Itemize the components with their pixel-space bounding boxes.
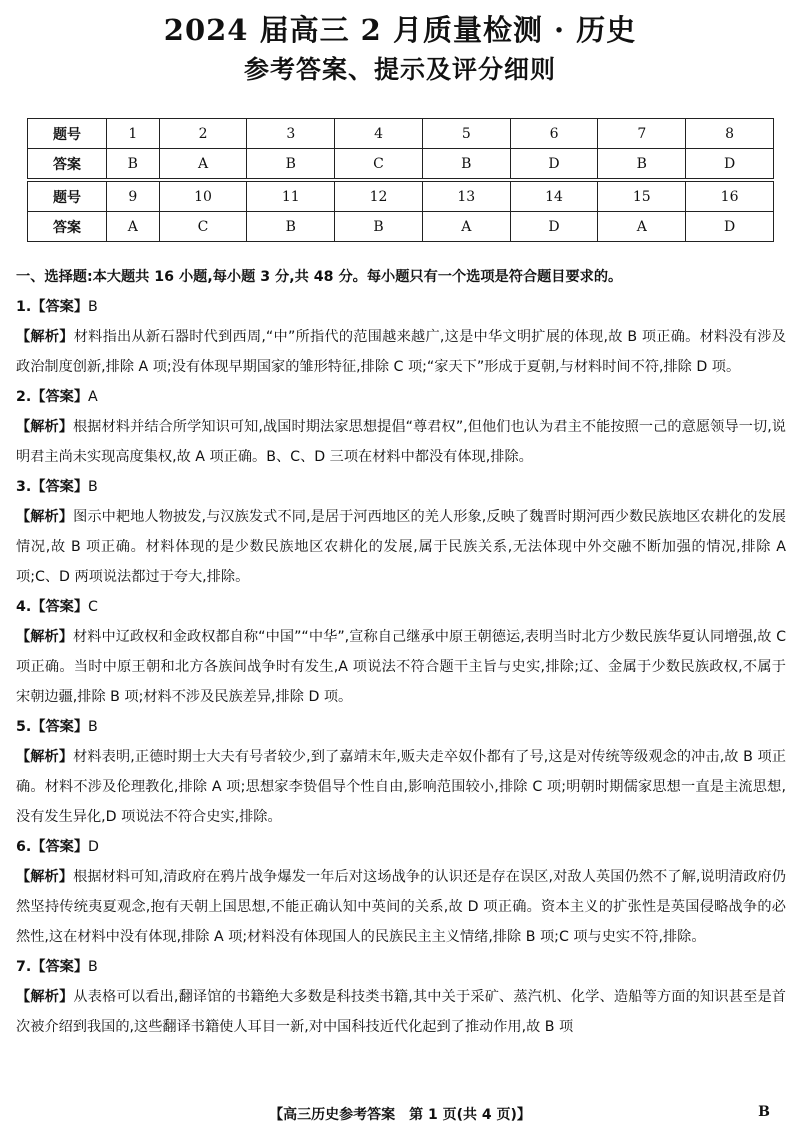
- table-row: [28, 149, 774, 181]
- answer-cell: D: [510, 149, 598, 181]
- analysis-paragraph: [16, 322, 786, 382]
- analysis-tag: 【解析】: [16, 509, 74, 525]
- analysis-paragraph: [16, 412, 786, 472]
- question-number: 2: [159, 119, 247, 149]
- question-number: 4: [335, 119, 423, 149]
- answer-tag: 【答案】: [31, 839, 89, 855]
- analysis-text: 材料指出从新石器时代到西周,“中”所指代的范围越来越广,这是中华文明扩展的体现,故 B 项正确。材料没有涉及政治制度创新,排除 A 项;没有体现早期国家的雏形特征,排除 C 项;“家天下”形成于夏朝,与材料时间不符,排除 D 项。: [16, 329, 786, 375]
- answer-value: B: [88, 719, 98, 735]
- answer-value: D: [88, 839, 99, 855]
- question-index: 7.: [16, 959, 32, 975]
- question-index: 4.: [16, 599, 32, 615]
- analysis-text: 材料中辽政权和金政权都自称“中国”“中华”,宣称自己继承中原王朝德运,表明当时北方少数民族华夏认同增强,故 C 项正确。当时中原王朝和北方各族间战争时有发生,A 项说法不符合题干主旨与史实,排除;辽、金属于少数民族政权,不属于宋朝边疆,排除 B 项;材料不涉及民族差异,排除 D 项。: [16, 629, 786, 705]
- answer-cell: D: [686, 212, 774, 242]
- footer-paper-code: B: [758, 1104, 770, 1120]
- answer-cell: B: [598, 149, 686, 181]
- answer-cell: D: [510, 212, 598, 242]
- table-row: [28, 119, 774, 149]
- answer-cell: B: [247, 149, 335, 181]
- analysis-text: 材料表明,正德时期士大夫有号者较少,到了嘉靖末年,贩夫走卒奴仆都有了号,这是对传统等级观念的冲击,故 B 项正确。材料不涉及伦理教化,排除 A 项;思想家李贽倡导个性自由,影响范围较小,排除 C 项;明朝时期儒家思想一直是主流思想,没有发生异化,D 项说法不符合史实,排除。: [16, 749, 786, 825]
- page-title: 2024 届高三 2 月质量检测 · 历史: [163, 13, 637, 47]
- answer-value: B: [88, 479, 98, 495]
- answer-line: [16, 952, 786, 982]
- answer-line: [16, 832, 786, 862]
- answer-cell: A: [107, 212, 160, 242]
- analysis-paragraph: [16, 742, 786, 832]
- analysis-tag: 【解析】: [16, 989, 74, 1005]
- analysis-tag: 【解析】: [16, 329, 74, 345]
- row-header-answer: 答案: [28, 212, 107, 242]
- analysis-text: 根据材料并结合所学知识可知,战国时期法家思想提倡“尊君权”,但他们也认为君主不能按照一己的意愿领导一切,说明君主尚未实现高度集权,故 A 项正确。B、C、D 三项在材料中都没有体现,排除。: [16, 419, 786, 465]
- question-index: 3.: [16, 479, 32, 495]
- table-row: [28, 180, 774, 212]
- analysis-text: 从表格可以看出,翻译馆的书籍绝大多数是科技类书籍,其中关于采矿、蒸汽机、化学、造船等方面的知识甚至是首次被介绍到我国的,这些翻译书籍使人耳目一新,对中国科技近代化起到了推动作用,故 B 项: [16, 989, 786, 1035]
- analysis-paragraph: [16, 502, 786, 592]
- question-number: 12: [335, 180, 423, 212]
- question-number: 10: [159, 180, 247, 212]
- question-number: 3: [247, 119, 335, 149]
- answer-cell: D: [686, 149, 774, 181]
- answer-value: B: [88, 959, 98, 975]
- answer-cell: B: [107, 149, 160, 181]
- answer-cell: C: [335, 149, 423, 181]
- answer-table: [27, 118, 774, 242]
- answer-line: [16, 292, 786, 322]
- answer-cell: B: [422, 149, 510, 181]
- question-number: 5: [422, 119, 510, 149]
- question-index: 5.: [16, 719, 32, 735]
- question-number: 6: [510, 119, 598, 149]
- answer-tag: 【答案】: [31, 959, 89, 975]
- question-number: 16: [686, 180, 774, 212]
- answer-line: [16, 712, 786, 742]
- row-header-question: 题号: [28, 180, 107, 212]
- answer-cell: A: [422, 212, 510, 242]
- answer-line: [16, 382, 786, 412]
- analysis-tag: 【解析】: [16, 749, 74, 765]
- answer-tag: 【答案】: [31, 719, 89, 735]
- row-header-question: 题号: [28, 119, 107, 149]
- question-index: 2.: [16, 389, 32, 405]
- answer-tag: 【答案】: [31, 299, 89, 315]
- analysis-text: 根据材料可知,清政府在鸦片战争爆发一年后对这场战争的认识还是存在误区,对敌人英国仍然不了解,说明清政府仍然坚持传统夷夏观念,抱有天朝上国思想,不能正确认知中英间的关系,故 D 项正确。资本主义的扩张性是英国侵略战争的必然性,这在材料中没有体现,排除 A 项;材料没有体现国人的民族民主主义情绪,排除 B 项;C 项与史实不符,排除。: [16, 869, 786, 945]
- answer-line: [16, 592, 786, 622]
- question-number: 8: [686, 119, 774, 149]
- answer-tag: 【答案】: [31, 479, 89, 495]
- question-number: 13: [422, 180, 510, 212]
- answer-cell: A: [159, 149, 247, 181]
- question-number: 15: [598, 180, 686, 212]
- analysis-paragraph: [16, 862, 786, 952]
- answer-tag: 【答案】: [31, 599, 89, 615]
- analysis-tag: 【解析】: [16, 419, 74, 435]
- answer-tag: 【答案】: [31, 389, 89, 405]
- question-number: 14: [510, 180, 598, 212]
- page-subtitle: 参考答案、提示及评分细则: [243, 55, 556, 84]
- answer-cell: C: [159, 212, 247, 242]
- analysis-text: 图示中耙地人物披发,与汉族发式不同,是居于河西地区的羌人形象,反映了魏晋时期河西少数民族地区农耕化的发展情况,故 B 项正确。材料体现的是少数民族地区农耕化的发展,属于民族关系,无法体现中外交融不断加强的情况,排除 A 项;C、D 两项说法都过于夸大,排除。: [16, 509, 786, 585]
- question-number: 7: [598, 119, 686, 149]
- analysis-paragraph: [16, 982, 786, 1042]
- footer-page-info: 【高三历史参考答案 第 1 页(共 4 页)】: [269, 1107, 531, 1123]
- answer-line: [16, 472, 786, 502]
- question-index: 1.: [16, 299, 32, 315]
- question-number: 1: [107, 119, 160, 149]
- question-number: 11: [247, 180, 335, 212]
- row-header-answer: 答案: [28, 149, 107, 181]
- answer-value: B: [88, 299, 98, 315]
- question-number: 9: [107, 180, 160, 212]
- answer-cell: B: [247, 212, 335, 242]
- answer-content: [16, 262, 786, 1042]
- section-title: 一、选择题:本大题共 16 小题,每小题 3 分,共 48 分。每小题只有一个选项是符合题目要求的。: [16, 269, 623, 285]
- answer-value: C: [88, 599, 98, 615]
- answer-value: A: [88, 389, 98, 405]
- answer-cell: B: [335, 212, 423, 242]
- question-index: 6.: [16, 839, 32, 855]
- analysis-tag: 【解析】: [16, 869, 74, 885]
- analysis-paragraph: [16, 622, 786, 712]
- analysis-tag: 【解析】: [16, 629, 73, 645]
- table-row: [28, 212, 774, 242]
- answer-cell: A: [598, 212, 686, 242]
